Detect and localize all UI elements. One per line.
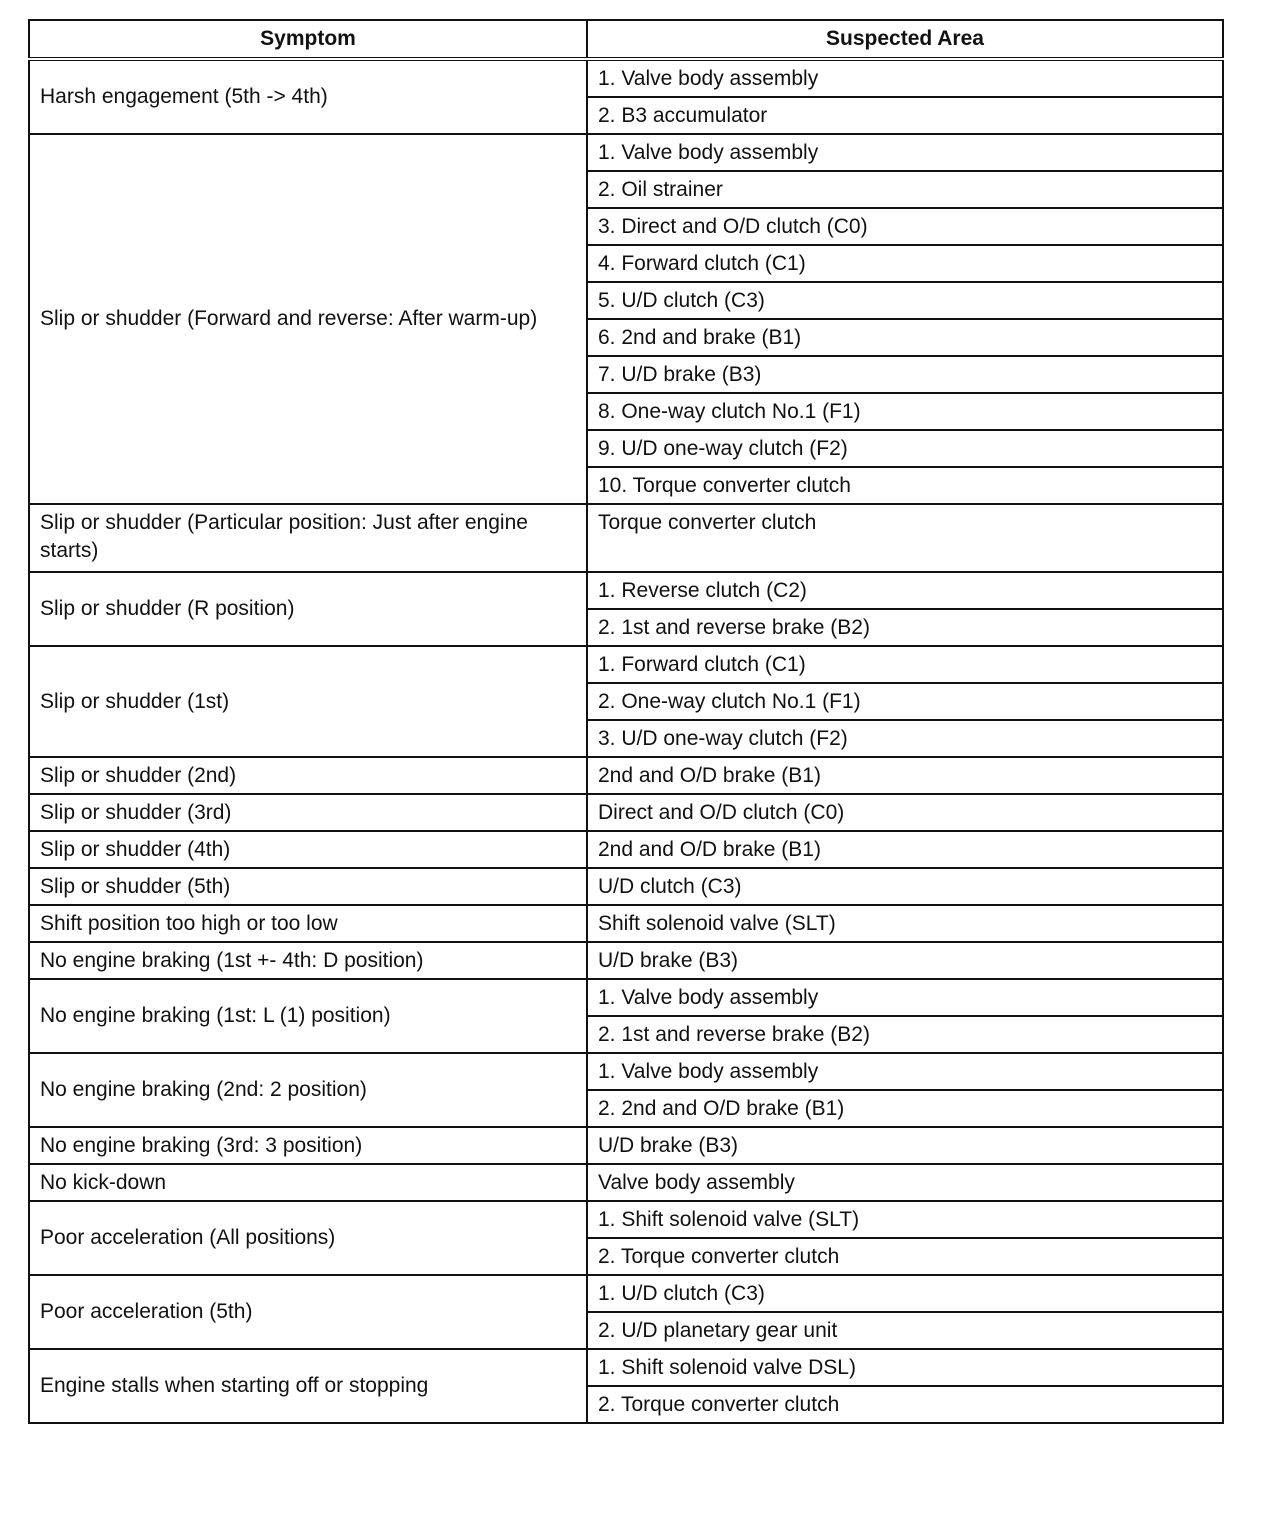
suspected-area-cell: 2. B3 accumulator (587, 97, 1223, 134)
table-body (29, 59, 1223, 1423)
symptom-cell: Slip or shudder (1st) (29, 646, 587, 757)
suspected-area-cell: 1. Valve body assembly (587, 134, 1223, 171)
suspected-area-cell: Direct and O/D clutch (C0) (587, 794, 1223, 831)
suspected-area-cell: 2. Oil strainer (587, 171, 1223, 208)
table-row (29, 1164, 1223, 1201)
suspected-area-cell: Torque converter clutch (587, 504, 1223, 572)
table-row (29, 757, 1223, 794)
table-row (29, 59, 1223, 97)
symptom-cell: Poor acceleration (5th) (29, 1275, 587, 1349)
symptom-cell: Slip or shudder (Particular position: Just after engine starts) (29, 504, 587, 572)
symptom-cell: No engine braking (3rd: 3 position) (29, 1127, 587, 1164)
table-row (29, 942, 1223, 979)
symptom-cell: Slip or shudder (5th) (29, 868, 587, 905)
suspected-area-cell: U/D brake (B3) (587, 1127, 1223, 1164)
suspected-area-cell: 9. U/D one-way clutch (F2) (587, 430, 1223, 467)
suspected-area-cell: 2. Torque converter clutch (587, 1238, 1223, 1275)
suspected-area-cell: 2nd and O/D brake (B1) (587, 757, 1223, 794)
header-row (29, 20, 1223, 59)
suspected-area-cell: 4. Forward clutch (C1) (587, 245, 1223, 282)
suspected-area-cell: 2. 2nd and O/D brake (B1) (587, 1090, 1223, 1127)
symptom-cell: Slip or shudder (4th) (29, 831, 587, 868)
suspected-area-cell: 3. Direct and O/D clutch (C0) (587, 208, 1223, 245)
suspected-area-cell: 1. Valve body assembly (587, 979, 1223, 1016)
table-row (29, 1201, 1223, 1238)
table-row (29, 1127, 1223, 1164)
suspected-area-cell: 2. Torque converter clutch (587, 1386, 1223, 1423)
suspected-area-cell: 3. U/D one-way clutch (F2) (587, 720, 1223, 757)
symptom-cell: No engine braking (2nd: 2 position) (29, 1053, 587, 1127)
table-row (29, 504, 1223, 572)
symptom-cell: No engine braking (1st +- 4th: D position) (29, 942, 587, 979)
symptom-cell: No kick-down (29, 1164, 587, 1201)
symptom-table (28, 19, 1224, 1424)
suspected-area-cell: U/D clutch (C3) (587, 868, 1223, 905)
table-row (29, 794, 1223, 831)
suspected-area-cell: 2. 1st and reverse brake (B2) (587, 609, 1223, 646)
table-row (29, 646, 1223, 683)
table-row (29, 979, 1223, 1016)
suspected-area-cell: 1. Valve body assembly (587, 1053, 1223, 1090)
suspected-area-cell: Valve body assembly (587, 1164, 1223, 1201)
table-row (29, 868, 1223, 905)
header-suspected-area: Suspected Area (587, 20, 1223, 59)
suspected-area-cell: 2nd and O/D brake (B1) (587, 831, 1223, 868)
suspected-area-cell: 2. One-way clutch No.1 (F1) (587, 683, 1223, 720)
suspected-area-cell: 5. U/D clutch (C3) (587, 282, 1223, 319)
suspected-area-cell: 1. Forward clutch (C1) (587, 646, 1223, 683)
symptom-cell: Slip or shudder (2nd) (29, 757, 587, 794)
suspected-area-cell: 2. 1st and reverse brake (B2) (587, 1016, 1223, 1053)
suspected-area-cell: 1. Valve body assembly (587, 59, 1223, 97)
table-row (29, 134, 1223, 171)
suspected-area-cell: 1. U/D clutch (C3) (587, 1275, 1223, 1312)
symptom-cell: No engine braking (1st: L (1) position) (29, 979, 587, 1053)
suspected-area-cell: 1. Shift solenoid valve DSL) (587, 1349, 1223, 1386)
symptom-cell: Slip or shudder (Forward and reverse: After warm-up) (29, 134, 587, 504)
symptom-cell: Shift position too high or too low (29, 905, 587, 942)
table-row (29, 1053, 1223, 1090)
suspected-area-cell: 10. Torque converter clutch (587, 467, 1223, 504)
table-row (29, 1275, 1223, 1312)
header-symptom: Symptom (29, 20, 587, 59)
suspected-area-cell: Shift solenoid valve (SLT) (587, 905, 1223, 942)
suspected-area-cell: 1. Shift solenoid valve (SLT) (587, 1201, 1223, 1238)
symptom-cell: Engine stalls when starting off or stopping (29, 1349, 587, 1423)
symptom-cell: Poor acceleration (All positions) (29, 1201, 587, 1275)
symptom-cell: Slip or shudder (3rd) (29, 794, 587, 831)
suspected-area-cell: 1. Reverse clutch (C2) (587, 572, 1223, 609)
suspected-area-cell: 6. 2nd and brake (B1) (587, 319, 1223, 356)
table-row (29, 1349, 1223, 1386)
suspected-area-cell: 2. U/D planetary gear unit (587, 1312, 1223, 1349)
table-row (29, 831, 1223, 868)
suspected-area-cell: 8. One-way clutch No.1 (F1) (587, 393, 1223, 430)
table-row (29, 905, 1223, 942)
symptom-cell: Harsh engagement (5th -> 4th) (29, 59, 587, 134)
suspected-area-cell: U/D brake (B3) (587, 942, 1223, 979)
table-row (29, 572, 1223, 609)
suspected-area-cell: 7. U/D brake (B3) (587, 356, 1223, 393)
symptom-cell: Slip or shudder (R position) (29, 572, 587, 646)
